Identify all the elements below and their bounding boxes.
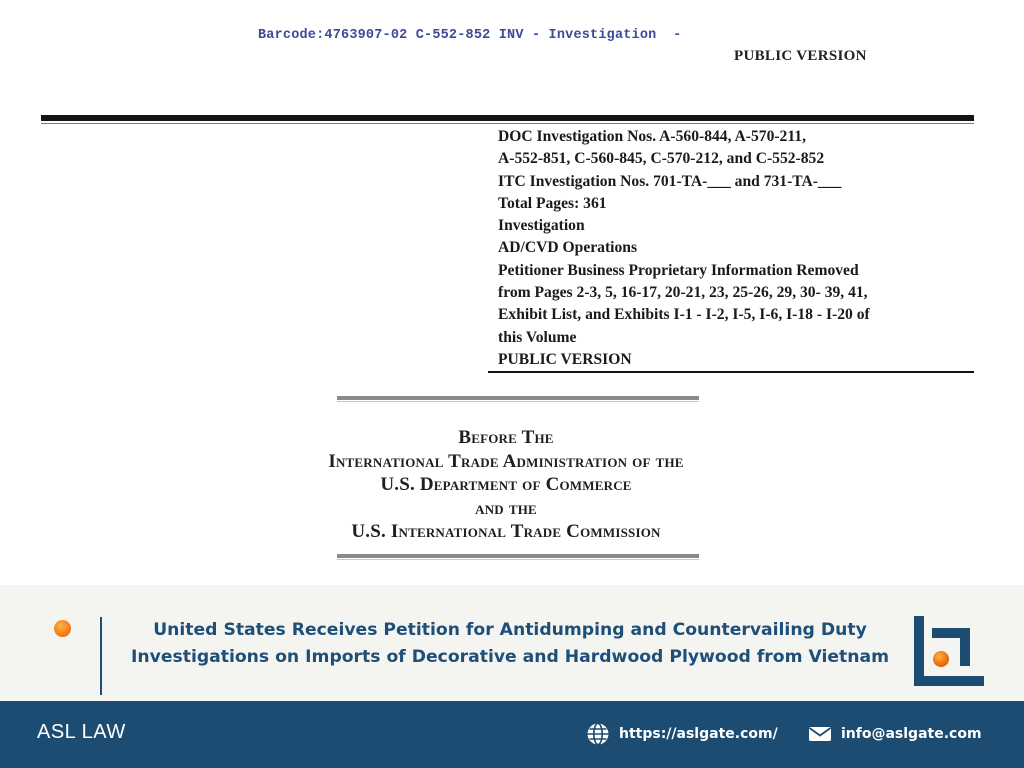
- before-heading: [230, 426, 782, 544]
- before-line: and the: [475, 497, 537, 519]
- article-headline: [120, 617, 900, 671]
- orange-dot-icon: [54, 620, 71, 637]
- barcode-line: Barcode:4763907-02 C-552-852 INV - Investigation -: [258, 28, 682, 43]
- info-line: this Volume: [498, 328, 577, 346]
- info-line: AD/CVD Operations: [498, 239, 638, 257]
- info-line: ITC Investigation Nos. 701-TA-___ and 731-TA-___: [498, 172, 842, 190]
- info-line: A-552-851, C-560-845, C-570-212, and C-552-852: [498, 150, 825, 168]
- header-rule: [41, 115, 974, 121]
- before-line: U.S. International Trade Commission: [351, 521, 661, 542]
- headline-line-2: Investigations on Imports of Decorative and Hardwood Plywood from Vietnam: [131, 647, 889, 667]
- before-line: U.S. Department of Commerce: [380, 474, 632, 495]
- section-rule-bottom: [337, 554, 699, 558]
- asl-logo-icon: [912, 614, 988, 688]
- headline-divider: [100, 617, 102, 695]
- header-rule-thin: [41, 123, 974, 124]
- email-text: info@aslgate.com: [841, 726, 982, 742]
- info-line: Exhibit List, and Exhibits I-1 - I-2, I-5, I-6, I-18 - I-20 of: [498, 306, 870, 324]
- info-line: from Pages 2-3, 5, 16-17, 20-21, 23, 25-26, 29, 30- 39, 41,: [498, 284, 868, 302]
- public-version-header: PUBLIC VERSION: [734, 48, 867, 64]
- mail-icon: [808, 725, 832, 743]
- brand-name: ASL LAW: [37, 721, 126, 743]
- info-line: DOC Investigation Nos. A-560-844, A-570-211,: [498, 128, 806, 145]
- before-line: International Trade Administration of the: [328, 450, 684, 472]
- website-link[interactable]: [586, 721, 778, 747]
- email-link[interactable]: [808, 721, 982, 747]
- info-line: PUBLIC VERSION: [498, 350, 632, 368]
- website-text: https://aslgate.com/: [619, 726, 778, 742]
- section-rule-top: [337, 396, 699, 400]
- info-line: Investigation: [498, 217, 585, 235]
- info-block-underline: [488, 371, 974, 373]
- headline-line-1: United States Receives Petition for Antidumping and Countervailing Duty: [153, 620, 867, 640]
- info-line: Total Pages: 361: [498, 194, 607, 212]
- info-line: Petitioner Business Proprietary Information Removed: [498, 261, 859, 279]
- before-line: Before The: [458, 427, 554, 448]
- investigation-info-block: [498, 126, 974, 371]
- globe-icon: [586, 722, 610, 746]
